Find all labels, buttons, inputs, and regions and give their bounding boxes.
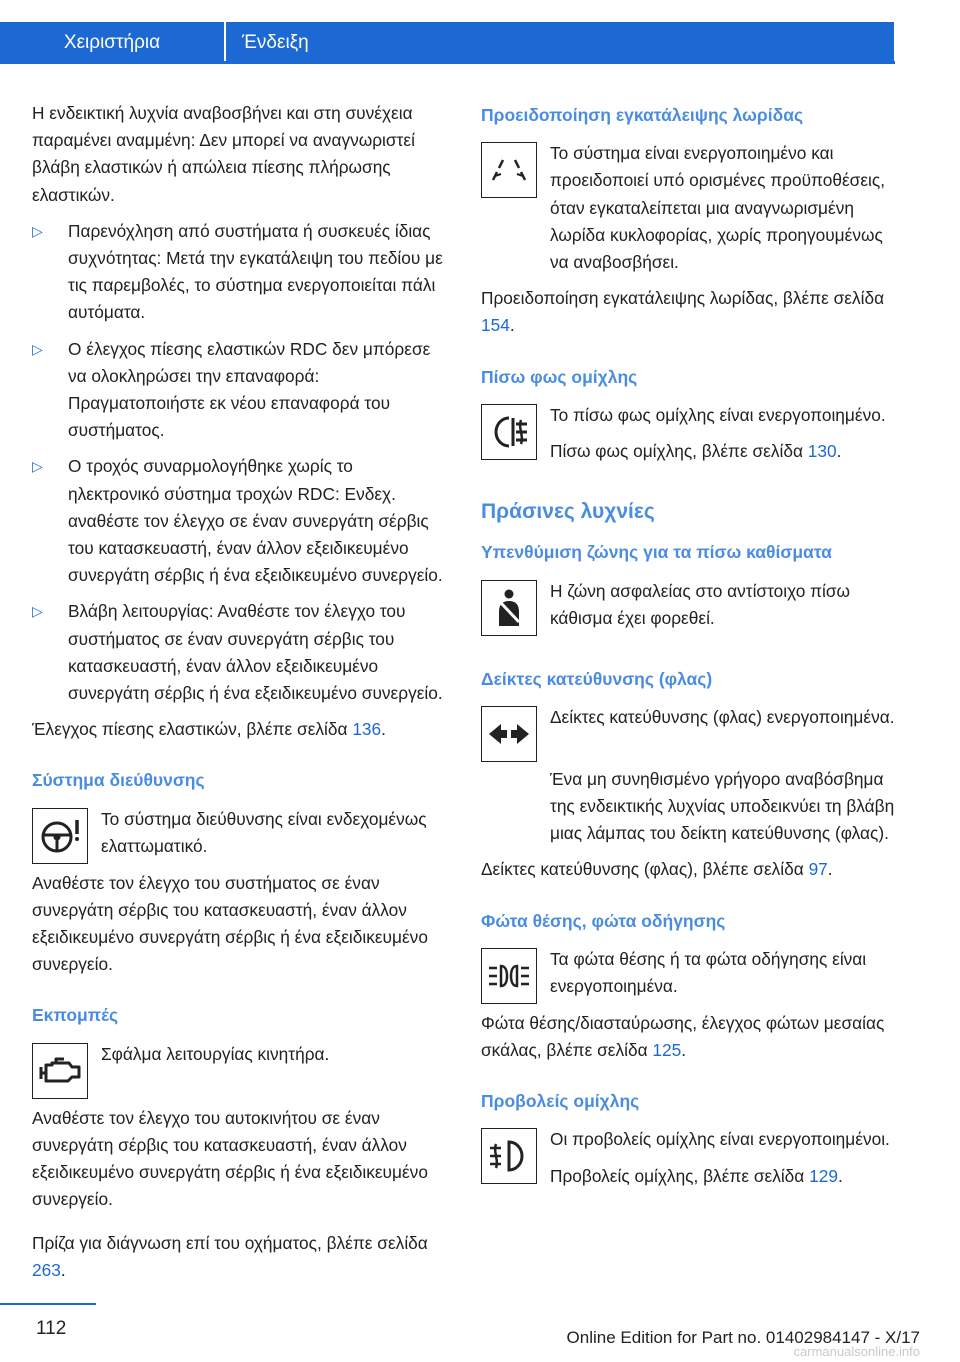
section-heading-steering: Σύστημα διεύθυνσης (32, 770, 205, 791)
indicator-belt (481, 578, 901, 642)
indicator-rear-fog (481, 402, 901, 474)
section-heading-rear-fog: Πίσω φως ομίχλης (481, 366, 638, 387)
watermark: carmanualsonline.info (793, 1344, 920, 1359)
header-bar (0, 0, 960, 64)
page-link[interactable]: 97 (808, 859, 828, 880)
lane-text: Το σύστημα είναι ενεργοποιημένο και προειδοποιεί υπό ορισμένες προϋποθέσεις, όταν εγκαταλείπεται μια αναγνωρισμένη λωρίδα κυκλοφορίας, χωρίς προηγουμένως να αναβοσβήσει. (550, 143, 885, 273)
indicator-position (481, 946, 901, 1010)
bullet-item: ▷ Ο έλεγχος πίεσης ελαστικών RDC δεν μπόρεσε να ολοκληρώσει την επαναφορά: Πραγματοποιήστε εκ νέου επαναφορά του συστήματος. (32, 336, 448, 445)
seatbelt-icon (481, 580, 537, 636)
page-number: 112 (36, 1318, 67, 1339)
bullet-item: ▷ Ο τροχός συναρμολογήθηκε χωρίς το ηλεκτρονικό σύστημα τροχών RDC: Ενδεχ. αναθέστε τον έλεγχο σε έναν συνεργάτη σέρβις του κατασκευαστή, έναν άλλον εξειδικευμένο συνεργάτη σέρβις ή ένα εξειδικευμένο συνεργείο. (32, 453, 448, 589)
right-column (481, 100, 901, 1199)
page-link[interactable]: 130 (807, 441, 837, 462)
engine-check-icon (32, 1043, 88, 1099)
turn-text-2: Ένα μη συνηθισμένο γρήγορο αναβόσβημα της ενδεικτικής λυχνίας υποδεικνύει τη βλάβη μιας λάμπας του δείκτη κατεύθυνσης (φλας). (550, 768, 895, 844)
lane-reference: Προειδοποίηση εγκατάλειψης λωρίδας, βλέπε σελίδα 154. (481, 288, 885, 336)
belt-text: Η ζώνη ασφαλείας στο αντίστοιχο πίσω κάθισμα έχει φορεθεί. (550, 580, 851, 628)
front-fog-light-icon (481, 1128, 537, 1184)
indicator-front-fog (481, 1126, 901, 1198)
intro-paragraph: Η ενδεικτική λυχνία αναβοσβήνει και στη συνέχεια παραμένει αναμμένη: Δεν μπορεί να αναγνωριστεί βλάβη ελαστικών ή απώλεια πίεσης πλήρωσης ελαστικών. (32, 103, 415, 205)
diagnosis-reference: Πρίζα για διάγνωση επί του οχήματος, βλέπε σελίδα 263. (32, 1232, 428, 1280)
tab-display[interactable]: Ένδειξη (226, 22, 894, 64)
page-link[interactable]: 125 (652, 1040, 682, 1061)
left-column (32, 100, 448, 1293)
tab-controls[interactable]: Χειριστήρια (0, 22, 224, 64)
position-lights-icon (481, 948, 537, 1004)
front-fog-reference: Προβολείς ομίχλης, βλέπε σελίδα 129. (550, 1165, 843, 1186)
section-heading-position: Φώτα θέσης, φώτα οδήγησης (481, 910, 726, 931)
section-heading-emissions: Εκπομπές (32, 1005, 119, 1026)
steering-text-2: Αναθέστε τον έλεγχο του συστήματος σε έναν συνεργάτη σέρβις του κατασκευαστή, έναν άλλον εξειδικευμένο συνεργάτη σέρβις ή ένα εξειδικευμένο συνεργείο. (32, 872, 428, 975)
section-heading-belt: Υπενθύμιση ζώνης για τα πίσω καθίσματα (481, 542, 832, 563)
edition-text: Online Edition for Part no. 01402984147 - X/17 (566, 1328, 920, 1347)
indicator-steering (32, 806, 448, 870)
position-text: Τα φώτα θέσης ή τα φώτα οδήγησης είναι ενεργοποιημένα. (550, 948, 867, 997)
bullet-item: ▷ Βλάβη λειτουργίας: Αναθέστε τον έλεγχο του συστήματος σε έναν συνεργάτη σέρβις του κατασκευαστή, έναν άλλον εξειδικευμένο συνεργάτη σέρβις ή ένα εξειδικευμένο συνεργείο. (32, 598, 448, 707)
steering-text: Το σύστημα διεύθυνσης είναι ενδεχομένως ελαττωματικό. (101, 808, 427, 856)
section-heading-green-lamps: Πράσινες λυχνίες (481, 500, 655, 524)
lane-departure-icon (481, 142, 537, 198)
footer-rule (0, 1303, 96, 1305)
emissions-text: Σφάλμα λειτουργίας κινητήρα. (101, 1043, 330, 1064)
page-link[interactable]: 129 (809, 1165, 838, 1186)
tire-pressure-reference: Έλεγχος πίεσης ελαστικών, βλέπε σελίδα 136. (32, 719, 386, 740)
indicator-turn (481, 704, 901, 768)
page-link[interactable]: 263 (32, 1259, 61, 1280)
bullet-item: ▷ Παρενόχληση από συστήματα ή συσκευές ίδιας συχνότητας: Μετά την εγκατάλειψη του πεδίου με τις παρεμβολές, το σύστημα ενεργοποιείται πάλι αυτόματα. (32, 218, 448, 327)
turn-signal-icon (481, 706, 537, 762)
position-reference: Φώτα θέσης/διασταύρωσης, έλεγχος φώτων μεσαίας σκάλας, βλέπε σελίδα 125. (481, 1012, 885, 1061)
turn-reference: Δείκτες κατεύθυνσης (φλας), βλέπε σελίδα 97. (481, 859, 833, 880)
section-heading-lane: Προειδοποίηση εγκατάλειψης λωρίδας (481, 105, 804, 125)
indicator-emissions (32, 1041, 448, 1105)
page-link[interactable]: 136 (352, 719, 382, 740)
page-link[interactable]: 154 (481, 315, 510, 336)
rear-fog-reference: Πίσω φως ομίχλης, βλέπε σελίδα 130. (550, 441, 842, 462)
rear-fog-light-icon (481, 404, 537, 460)
section-heading-turn: Δείκτες κατεύθυνσης (φλας) (481, 668, 713, 689)
rear-fog-text: Το πίσω φως ομίχλης είναι ενεργοποιημένο. (550, 404, 886, 425)
indicator-lane (481, 140, 901, 285)
emissions-text-2: Αναθέστε τον έλεγχο του αυτοκινήτου σε έναν συνεργάτη σέρβις του κατασκευαστή, έναν άλλον εξειδικευμένο συνεργάτη σέρβις ή ένα εξειδικευμένο συνεργείο. (32, 1107, 428, 1210)
section-heading-front-fog: Προβολείς ομίχλης (481, 1091, 640, 1112)
header-rule (0, 61, 895, 64)
steering-warning-icon (32, 808, 88, 864)
turn-text: Δείκτες κατεύθυνσης (φλας) ενεργοποιημένα. (550, 706, 895, 727)
front-fog-text: Οι προβολείς ομίχλης είναι ενεργοποιημένοι. (550, 1129, 890, 1150)
